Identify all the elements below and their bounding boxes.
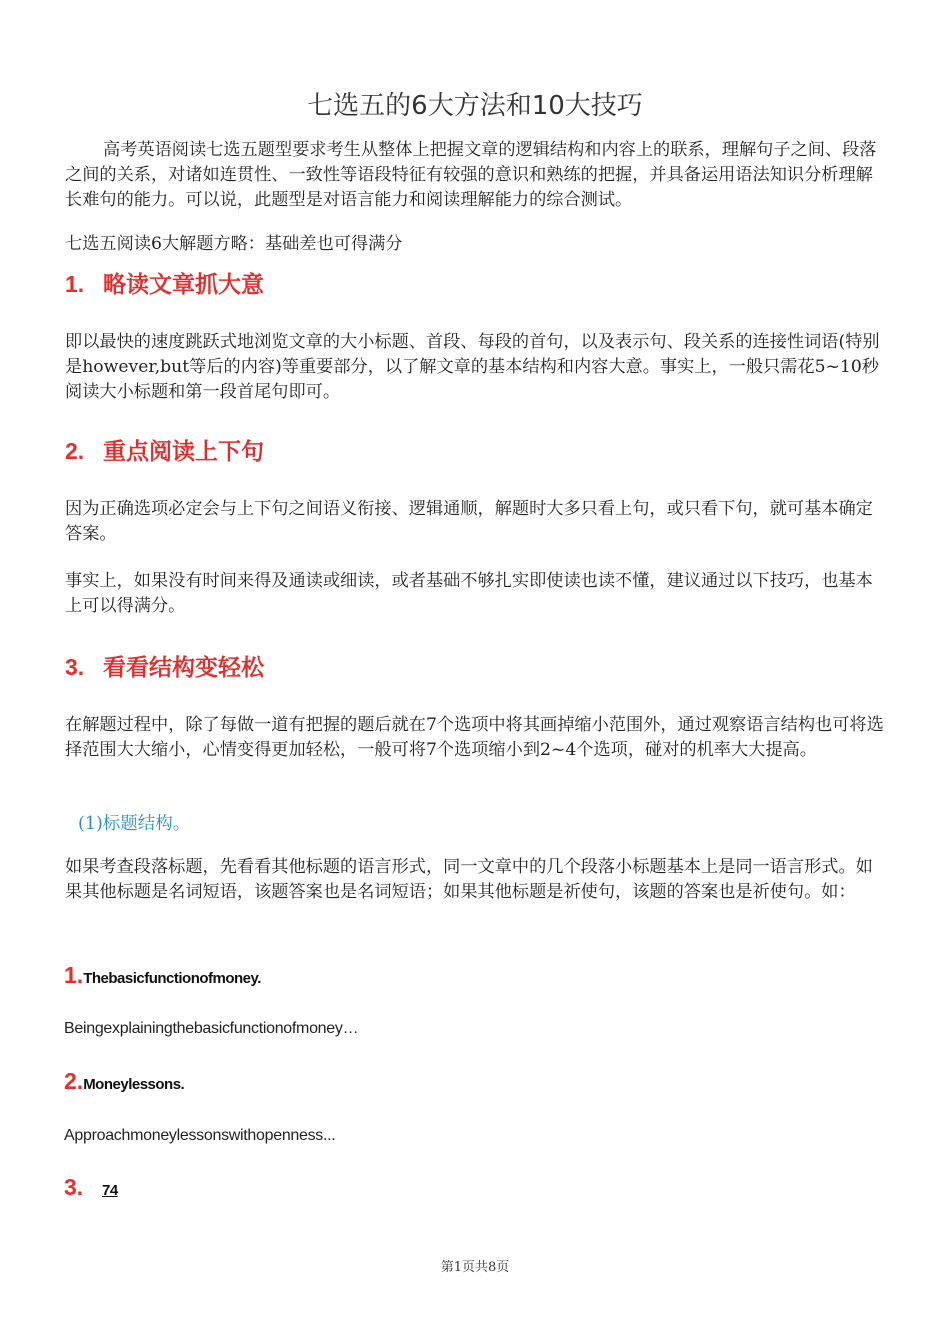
intro-paragraph: 高考英语阅读七选五题型要求考生从整体上把握文章的逻辑结构和内容上的联系，理解句子之间、段落之间的关系，对诸如连贯性、一致性等语段特征有较强的意识和熟练的把握，并具备运用语法知识分析理解长难句的能力。可以说，此题型是对语言能力和阅读理解能力的综合测试。 [65,140,877,210]
section-1-heading [65,266,264,299]
example-3-title: 74 [102,1182,118,1199]
example-1-number: 1. [64,962,84,988]
section-1-number: 1. [65,271,85,297]
example-1-heading [64,962,261,989]
strategy-line: 七选五阅读6大解题方略：基础差也可得满分 [65,234,403,254]
section-3-heading [65,649,264,682]
section-2-paragraph-2: 事实上，如果没有时间来得及通读或细读，或者基础不够扎实即使读也读不懂，建议通过以下技巧，也基本上可以得满分。 [65,571,873,616]
section-3-paragraph: 在解题过程中，除了每做一道有把握的题后就在7个选项中将其画掉缩小范围外，通过观察语言结构也可将选择范围大大缩小，心情变得更加轻松，一般可将7个选项缩小到2~4个选项，碰对的机率大大提高。 [65,715,884,760]
example-2-heading [64,1068,184,1095]
section-2-number: 2. [65,438,85,464]
example-2-line: Approachmoneylessonswithopenness... [64,1127,336,1144]
section-1-title: 略读文章抓大意 [103,271,264,298]
section-2-title: 重点阅读上下句 [103,438,264,465]
example-3-heading [64,1174,118,1201]
section-3-title: 看看结构变轻松 [103,654,264,681]
example-1-line: Beingexplainingthebasicfunctionofmoney… [64,1020,359,1037]
sub-paragraph: 如果考查段落标题，先看看其他标题的语言形式，同一文章中的几个段落小标题基本上是同一语言形式。如果其他标题是名词短语，该题答案也是名词短语；如果其他标题是祈使句，该题的答案也是祈使句。如： [65,857,873,902]
example-2-number: 2. [64,1068,84,1094]
page-title: 七选五的6大方法和10大技巧 [307,91,643,122]
section-3-number: 3. [65,654,85,680]
example-2-title: Moneylessons. [83,1076,185,1093]
page-footer: 第1页共8页 [440,1260,510,1275]
example-1-title: Thebasicfunctionofmoney. [83,970,261,987]
example-3-number: 3. [64,1174,84,1200]
sub-heading: (1)标题结构。 [78,814,191,834]
section-2-paragraph-1: 因为正确选项必定会与上下句之间语义衔接、逻辑通顺，解题时大多只看上句，或只看下句，就可基本确定答案。 [65,499,873,544]
section-1-paragraph: 即以最快的速度跳跃式地浏览文章的大小标题、首段、每段的首句，以及表示句、段关系的连接性词语(特别是however,but等后的内容)等重要部分，以了解文章的基本结构和内容大意。事实上，一般只需花5~10秒阅读大小标题和第一段首尾句即可。 [65,332,880,402]
section-2-heading [65,433,264,466]
